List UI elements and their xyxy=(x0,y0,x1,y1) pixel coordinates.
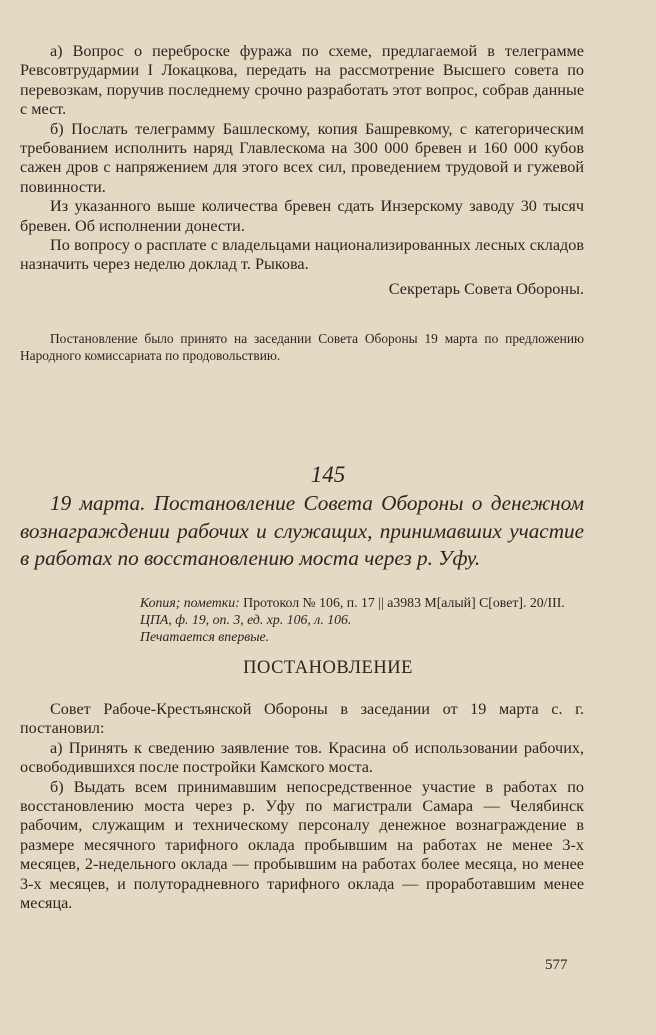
meta-text: Протокол № 106, п. 17 || а3983 М[алый] С[овет]. 20/III. xyxy=(239,595,565,610)
body-point-b: б) Выдать всем принимавшим непосредственное участие в работах по восстановлению моста через р. Уфу по магистрали Самара — Челябинск рабочим, служащим и техническому персоналу денежное вознаграждение в размере месячного тарифного оклада пробывшим на работах не менее 3-х месяцев, 2-недельного оклада — пробывшим на работах более месяца, но менее 3-х месяцев, и полуторадневного тарифного оклада — проработавшим менее месяца. xyxy=(20,777,584,913)
paragraph-a: а) Вопрос о переброске фуража по схеме, предлагаемой в телеграмме Ревсовтрудармии I Локацкова, передать на рассмотрение Высшего совета по перевозкам, поручив последнему срочно разработать этот вопрос, собрав данные с мест. xyxy=(20,42,584,119)
body-intro: Совет Рабоче-Крестьянской Обороны в заседании от 19 марта с. г. постановил: xyxy=(20,700,584,738)
meta-label: Копия; пометки: xyxy=(140,595,240,610)
note-text: Постановление было принято на заседании Совета Обороны 19 марта по предложению Народного комиссариата по продовольствию. xyxy=(20,331,584,363)
document-number: 145 xyxy=(310,462,346,487)
top-section xyxy=(20,42,584,299)
paragraph-rykov: По вопросу о расплате с владельцами национализированных лесных складов назначить через неделю доклад т. Рыкова. xyxy=(20,236,584,274)
signature: Секретарь Совета Обороны. xyxy=(388,279,584,298)
first-published: Печатается впервые. xyxy=(140,629,270,644)
paragraph-inzer: Из указанного выше количества бревен сдать Инзерскому заводу 30 тысяч бревен. Об исполнении донести. xyxy=(20,197,584,235)
archive-reference: ЦПА, ф. 19, оп. 3, ед. хр. 106, л. 106. xyxy=(140,612,352,627)
document-metadata xyxy=(140,594,584,645)
resolution-note xyxy=(20,330,584,364)
document-title: 19 марта. Постановление Совета Обороны о денежном вознаграждении рабочих и служащих, принимавших участие в работах по восстановлению моста через р. Уфу. xyxy=(20,491,584,570)
copy-marks xyxy=(140,594,584,628)
page-number: 577 xyxy=(545,957,568,973)
document-title-block xyxy=(20,490,584,573)
section-heading: ПОСТАНОВЛЕНИЕ xyxy=(243,658,413,678)
paragraph-b: б) Послать телеграмму Башлескому, копия Башревкому, с категорическим требованием исполнить наряд Главлескома на 300 000 бревен и 160 000 кубов сажен дров с напряжением для этого всех сил, проведением трудовой и гужевой повинности. xyxy=(20,119,584,196)
resolution-body xyxy=(20,700,584,913)
body-point-a: а) Принять к сведению заявление тов. Красина об использовании рабочих, освободившихся после постройки Камского моста. xyxy=(20,738,584,777)
